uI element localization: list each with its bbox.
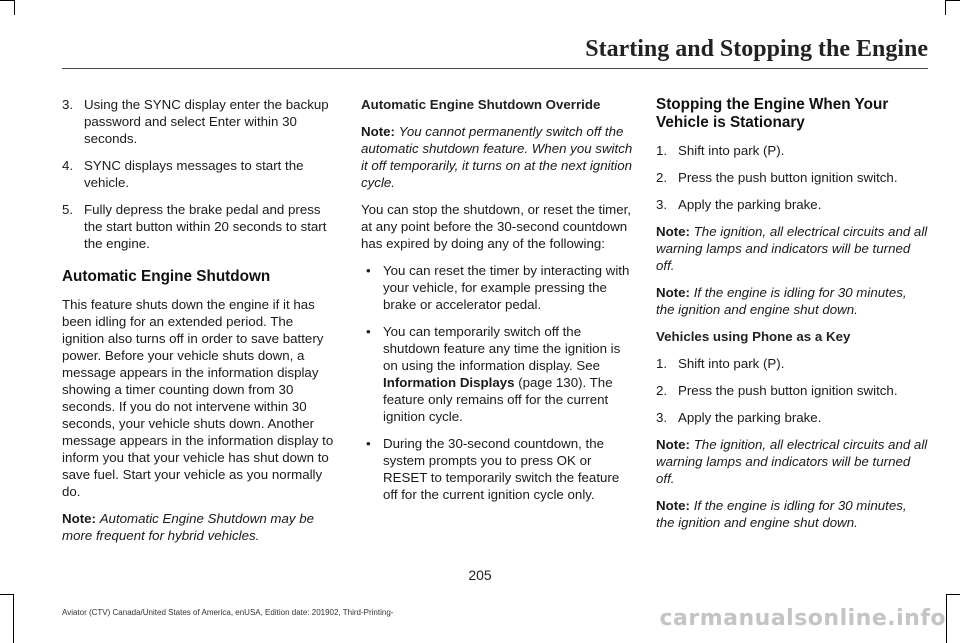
bullet-list [361,262,633,503]
bullet-text: (page 130). The feature only remains off for the current ignition cycle. [383,375,613,424]
list-item [62,157,337,191]
list-item [62,201,337,252]
crop-mark [14,0,15,15]
note-text: If the engine is idling for 30 minutes, the ignition and engine shut down. [656,285,907,317]
cross-reference-link[interactable]: Information Displays [383,375,515,390]
list-item [361,323,633,425]
bullet-text: During the 30-second countdown, the system prompts you to press OK or RESET to temporarily switch the feature off for the current ignition cycle only. [383,436,620,502]
note-text: The ignition, all electrical circuits and all warning lamps and indicators will be turned off. [656,437,928,486]
column-right [656,96,928,541]
note [656,436,928,487]
step-text: Fully depress the brake pedal and press the start button within 20 seconds to start the engine. [84,202,327,251]
bullet-icon: • [366,436,371,451]
section-heading: Stopping the Engine When Your Vehicle is Stationary [656,96,889,131]
column-middle [361,96,633,513]
subsection-heading: Automatic Engine Shutdown Override [361,97,601,112]
step-text: Shift into park (P). [678,356,785,371]
step-text: Shift into park (P). [678,143,785,158]
procedure-list [656,142,928,213]
step-text: Apply the parking brake. [678,197,822,212]
list-item [361,262,633,313]
body-paragraph: You can stop the shutdown, or reset the timer, at any point before the 30-second countdown has expired by doing any of the following: [361,202,632,251]
note [656,223,928,274]
section-heading: Automatic Engine Shutdown [62,268,271,285]
list-item [656,382,928,399]
watermark: carmanualsonline.info [659,606,946,631]
step-text: Using the SYNC display enter the backup password and select Enter within 30 seconds. [84,97,329,146]
step-number: 3. [656,197,668,212]
note-label: Note: [656,285,690,300]
bullet-icon: • [366,324,371,339]
column-left [62,96,337,554]
subsection-heading: Vehicles using Phone as a Key [656,329,851,344]
page-header-title: Starting and Stopping the Engine [585,36,928,62]
note-label: Note: [656,224,690,239]
step-text: SYNC displays messages to start the vehicle. [84,158,304,190]
note-label: Note: [62,511,96,526]
step-text: Apply the parking brake. [678,410,822,425]
list-item [62,96,337,147]
list-item [656,196,928,213]
procedure-list [62,96,337,252]
crop-mark [0,0,15,1]
step-number: 2. [656,170,668,185]
step-number: 5. [62,202,74,217]
bullet-icon: • [366,263,371,278]
note-label: Note: [656,437,690,452]
note-label: Note: [361,124,395,139]
step-number: 1. [656,356,668,371]
crop-mark [945,0,960,1]
note [62,510,337,544]
bullet-text: You can reset the timer by interacting with your vehicle, for example pressing the brake or accelerator pedal. [383,263,630,312]
note [656,497,928,531]
note-text: If the engine is idling for 30 minutes, the ignition and engine shut down. [656,498,907,530]
crop-mark [946,595,947,643]
list-item [656,409,928,426]
body-paragraph: This feature shuts down the engine if it has been idling for an extended period. The ignition also turns off in order to save battery power. Before your vehicle shuts down, a message appears in the information display showing a timer counting down from 30 seconds. If you do not intervene within 30 seconds, your vehicle shuts down. Another message appears in the information display to inform you that your vehicle has shut down to save fuel. Start your vehicle as you normally do. [62,297,334,499]
crop-mark [945,0,946,15]
note-text: The ignition, all electrical circuits and all warning lamps and indicators will be turned off. [656,224,928,273]
note-text: Automatic Engine Shutdown may be more frequent for hybrid vehicles. [62,511,315,543]
note-label: Note: [656,498,690,513]
step-number: 3. [656,410,668,425]
crop-mark [946,594,960,595]
list-item [656,169,928,186]
list-item [361,435,633,503]
crop-mark [13,595,14,643]
list-item [656,355,928,372]
list-item [656,142,928,159]
header-rule [62,68,928,69]
step-number: 1. [656,143,668,158]
step-text: Press the push button ignition switch. [678,170,898,185]
note [656,284,928,318]
note-text: You cannot permanently switch off the automatic shutdown feature. When you switch it off temporarily, it turns on at the next ignition cycle. [361,124,633,190]
procedure-list [656,355,928,426]
crop-mark [0,594,14,595]
step-number: 4. [62,158,74,173]
bullet-text: You can temporarily switch off the shutdown feature any time the ignition is on using the information display. See [383,324,621,373]
page-number: 205 [468,567,492,583]
step-number: 2. [656,383,668,398]
footer-edition-info: Aviator (CTV) Canada/United States of America, enUSA, Edition date: 201902, Third-Printing- [62,608,394,617]
step-number: 3. [62,97,74,112]
note [361,123,633,191]
step-text: Press the push button ignition switch. [678,383,898,398]
